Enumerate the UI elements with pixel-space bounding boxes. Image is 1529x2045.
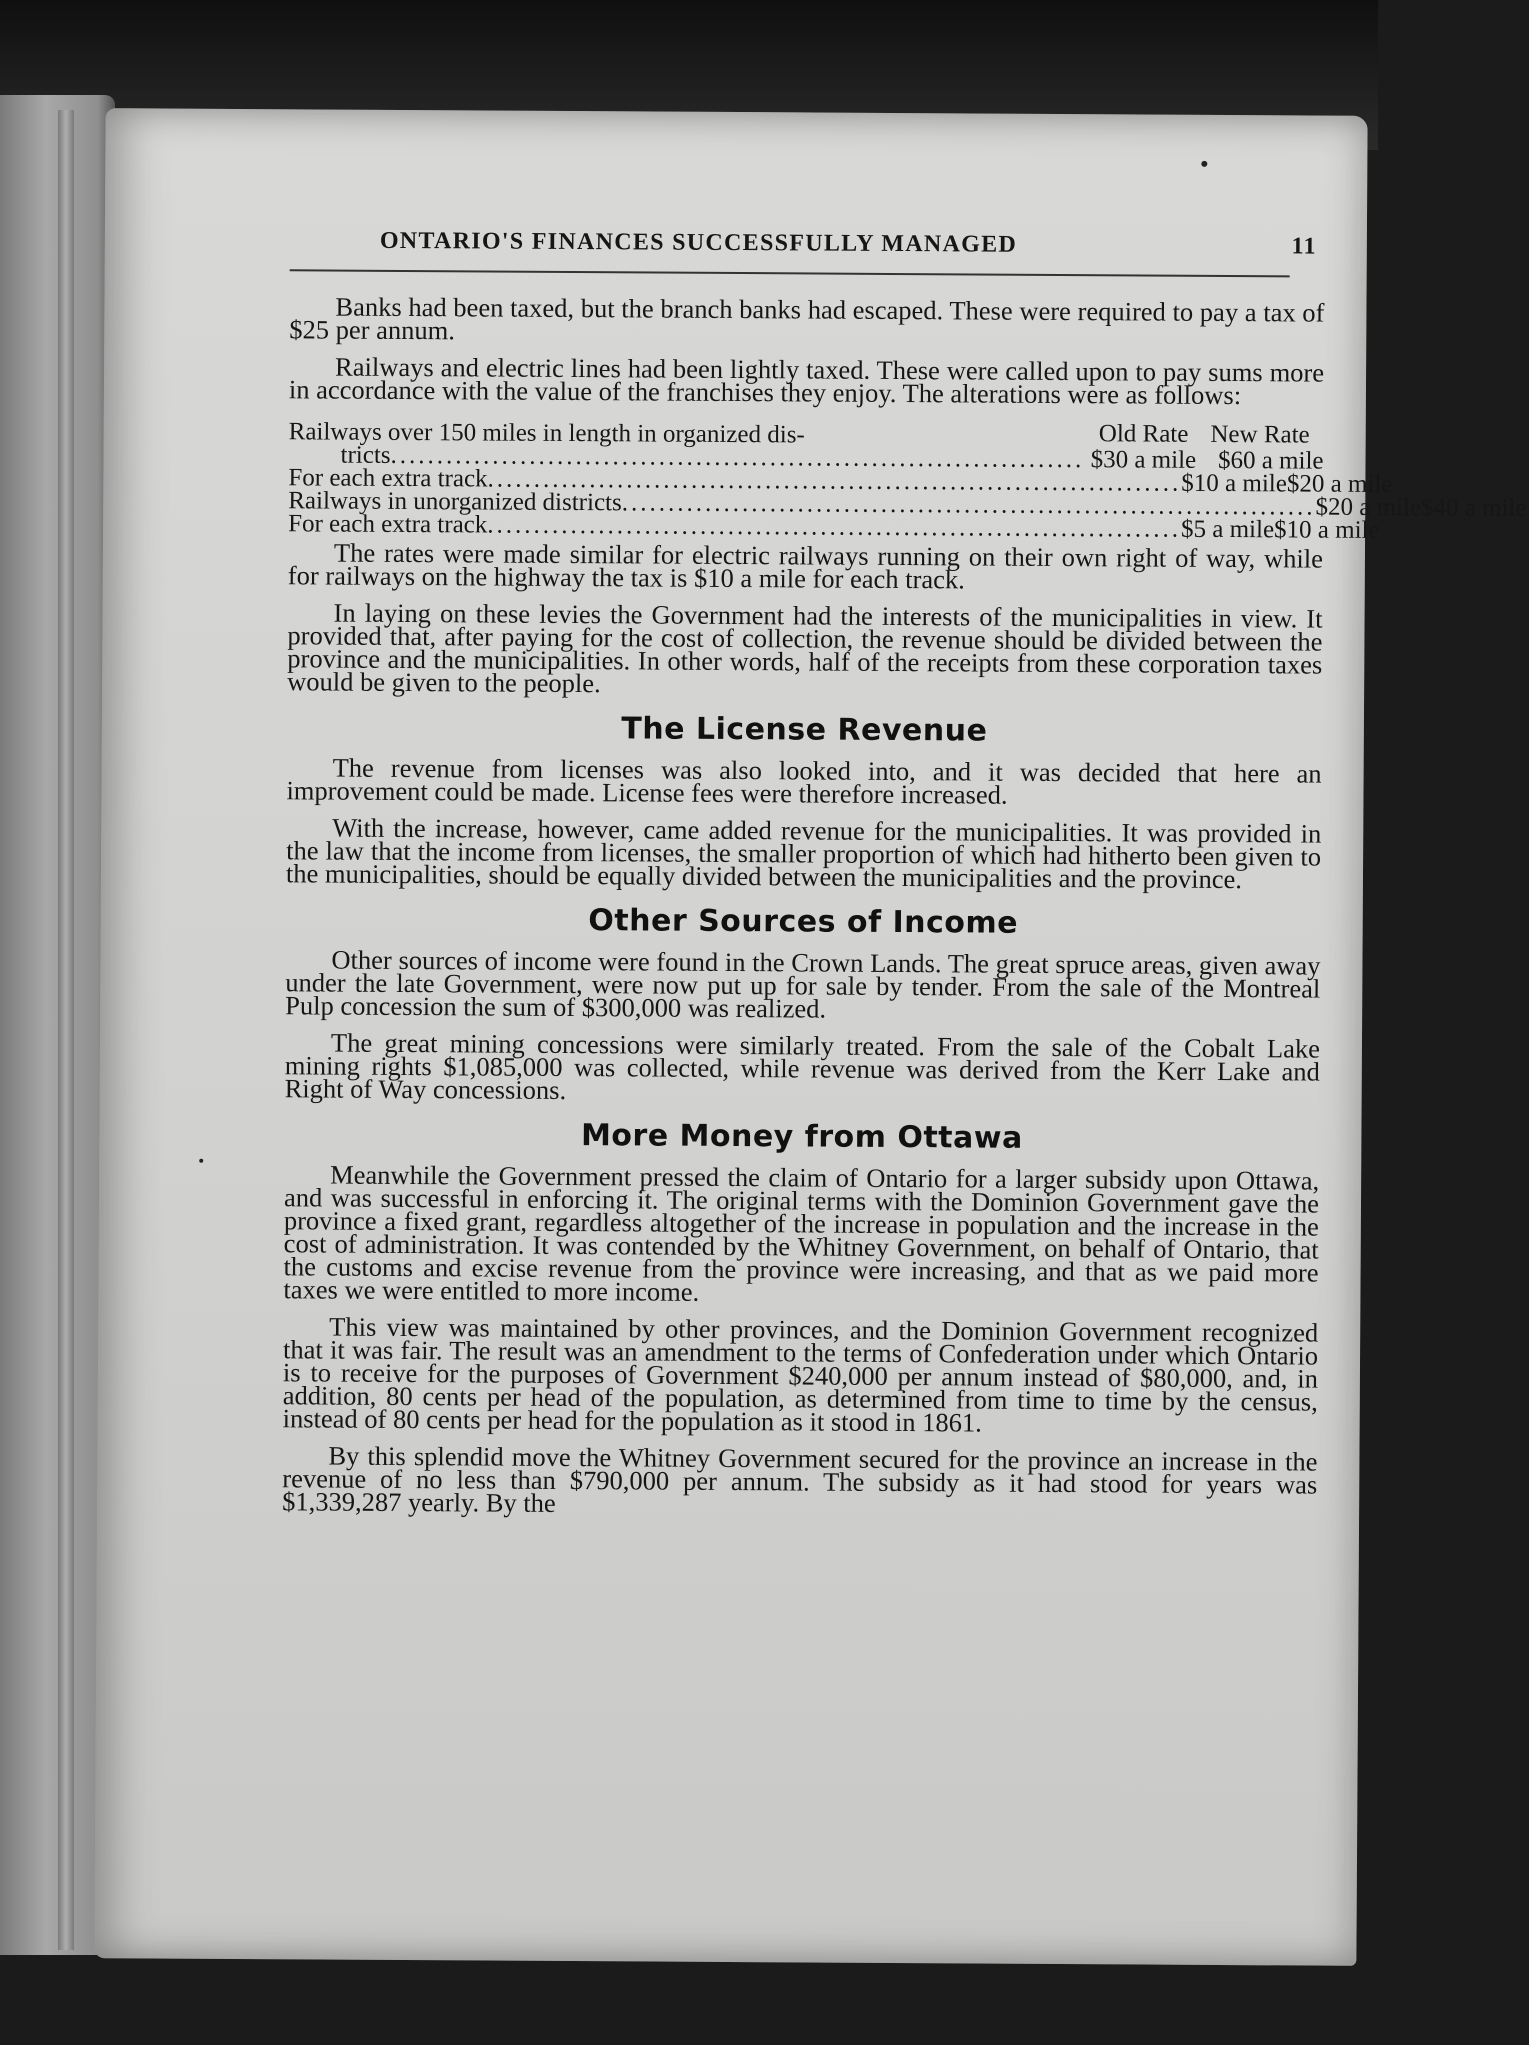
paragraph-ottawa-2: This view was maintained by other provinces, and the Dominion Government recognized that it was fair. The result was an amendment to the terms of Confederation under which Ontario is to receive for the purposes of Government $240,000 per annum instead of $80,000, and, in addition, 80 cents per head of the population, as determined from time to time by the census, instead of 80 cents per head for the population as it stood in 1861. [282, 1311, 1319, 1438]
heading-more-money-ottawa: More Money from Ottawa [580, 1118, 1023, 1156]
leader-dots: ........................................................................... [487, 465, 1182, 497]
rates-row-old: $30 a mile [1090, 446, 1197, 474]
header-old-rate: Old Rate [1098, 420, 1189, 448]
rates-row-old: $10 a mile [1181, 469, 1287, 498]
leader-dots: ........................................................................... [621, 489, 1316, 521]
rates-row-new: $20 a mile [1286, 470, 1393, 499]
rates-row-old: $5 a mile [1180, 515, 1275, 544]
page-number: 11 [1291, 233, 1317, 260]
paragraph-ottawa-3: By this splendid move the Whitney Government secured for the province an increase in the revenue of no less than $790,000 per annum. The subsidy as it had stood for years was $1,339,287 yearly. By the [282, 1440, 1318, 1518]
paper-speck [199, 1159, 203, 1163]
paragraph-license-2: With the increase, however, came added revenue for the municipalities. It was provided in the law that the income from licenses, the smaller proportion of which had hitherto been given to the municipalities, should be equally divided between the municipalities and the province. [285, 812, 1322, 895]
heading-other-sources: Other Sources of Income [588, 903, 1019, 941]
running-head-title: ONTARIO'S FINANCES SUCCESSFULLY MANAGED [379, 227, 1018, 258]
paragraph-other-2: The great mining concessions were similarly treated. From the sale of the Cobalt Lake mining rights $1,085,000 was collected, while revenue was derived from the Kerr Lake and Right of Way concessions. [284, 1027, 1321, 1105]
paragraph-rates-note: The rates were made similar for electric railways running on their own right of way, while for railways on the highway the tax is $10 a mile for each track. [287, 537, 1324, 595]
rates-row [288, 510, 1380, 544]
rates-row-old: $20 a mile [1315, 493, 1422, 522]
header-rule [290, 269, 1290, 277]
rates-table [288, 417, 1527, 544]
paper-speck [1201, 161, 1207, 167]
paragraph-railways: Railways and electric lines had been lightly taxed. These were called upon to pay sums more in accordance with the value of the franchises they enjoy. The alterations were as follows: [288, 351, 1325, 411]
rates-row-new: $60 a mile [1217, 446, 1324, 475]
paragraph-ottawa-1: Meanwhile the Government pressed the claim of Ontario for a larger subsidy upon Ottawa, and was successful in enforcing it. The original terms with the Dominion Government gave the province a fixed grant, regardless altogether of the increase in population and the increase in the cost of administration. It was contended by the Whitney Government, on behalf of Ontario, that the customs and excise revenue from the province were increasing, and that as we paid more taxes we were entitled to more income. [283, 1159, 1320, 1307]
rates-row-label: Railways in unorganized districts [288, 487, 622, 517]
paragraph-banks: Banks had been taxed, but the branch banks had escaped. These were required to pay a tax of $25 per annum. [289, 291, 1325, 346]
heading-license-revenue: The License Revenue [621, 711, 988, 749]
paragraph-license-1: The revenue from licenses was also looked into, and it was decided that here an improvement could be made. License fees were therefore increased. [286, 752, 1322, 810]
leader-dots: ........................................................................... [390, 441, 1085, 474]
header-new-rate: New Rate [1210, 420, 1310, 449]
rates-row-label: Railways over 150 miles in length in organized dis- [288, 418, 805, 449]
rates-row-label: For each extra track [288, 464, 488, 493]
rates-row-new: $10 a mile [1274, 516, 1380, 544]
running-head [290, 229, 1325, 269]
rates-row-new: $40 a mile [1420, 494, 1527, 522]
rates-row-label: For each extra track [288, 510, 488, 539]
facing-page-fold [58, 110, 74, 1950]
paragraph-other-1: Other sources of income were found in the Crown Lands. The great spruce areas, given away under the late Government, were now put up for sale by tender. From the sale of the Montreal Pulp concession the sum of $300,000 was realized. [285, 944, 1321, 1024]
paragraph-levies: In laying on these levies the Government had the interests of the municipalities in view. It provided that, after paying for the cost of collection, the revenue should be divided between the province and the municipalities. In other words, half of the receipts from these corporation taxes would be given to the people. [287, 597, 1323, 699]
rates-row-label: tricts [340, 441, 391, 469]
book-page [94, 108, 1527, 1966]
page-content [282, 227, 1527, 1533]
leader-dots: ........................................................................... [487, 511, 1182, 543]
